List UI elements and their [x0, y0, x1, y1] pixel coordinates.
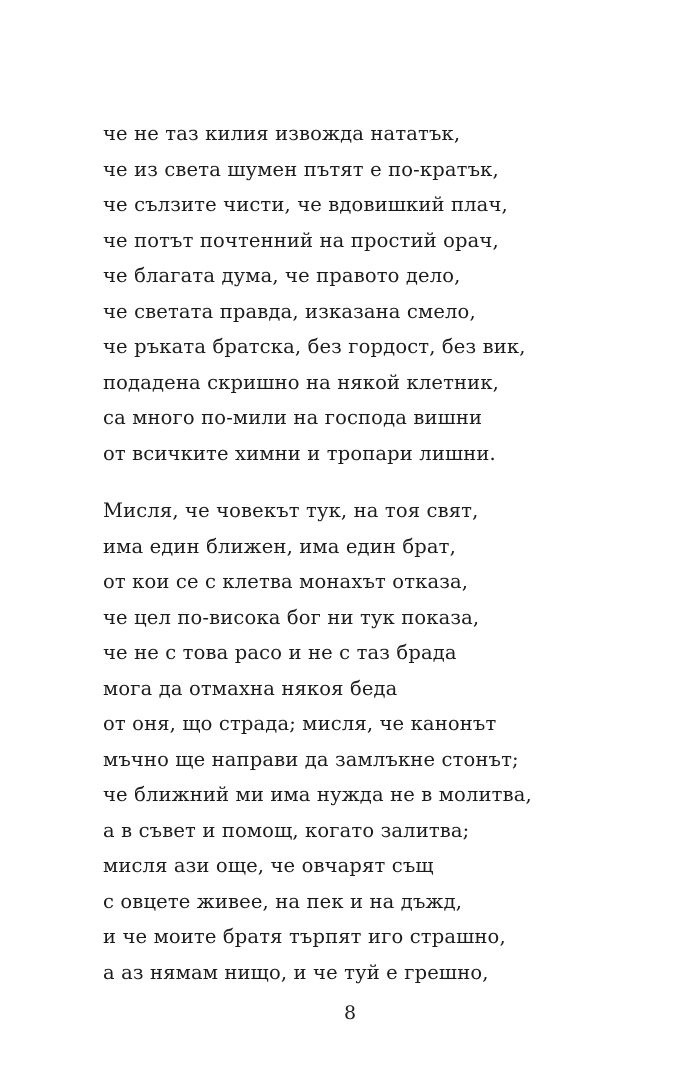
verse-line: от кои се с клетва монахът отказа, [103, 570, 469, 593]
verse-line: от всичките химни и тропари лишни. [103, 441, 496, 465]
verse-line: че цел по-висока бог ни тук показа, [103, 605, 480, 629]
verse-line: че потът почтенний на простий орач, [103, 228, 499, 252]
verse-line: с овцете живее, на пек и на дъжд, [103, 889, 463, 913]
verse-line: а аз нямам нищо, и че туй е грешно, [103, 960, 489, 984]
page-number: 8 [343, 1002, 357, 1024]
verse-line: че из света шумен пътят е по-кратък, [103, 157, 499, 181]
verse-line: че ближний ми има нужда не в молитва, [103, 783, 532, 806]
verse-line: а в съвет и помощ, когато залитва; [103, 818, 470, 842]
verse-line: че сълзите чисти, че вдовишкий плач, [103, 193, 508, 216]
verse-line: Мисля, че човекът тук, на тоя свят, [103, 499, 479, 522]
verse-line: че не таз килия извожда нататък, [103, 122, 461, 145]
stanza-1 [103, 116, 663, 471]
stanza-2 [103, 493, 663, 990]
verse-line: че ръката братска, без гордост, без вик, [103, 335, 526, 358]
verse-line: са много по-мили на господа вишни [103, 406, 483, 429]
verse-line: подадена скришно на някой клетник, [103, 370, 500, 394]
verse-line: че не с това расо и не с таз брада [103, 641, 457, 664]
verse-line: че светата правда, изказана смело, [103, 299, 476, 323]
verse-line: от оня, що страда; мисля, че канонът [103, 712, 497, 735]
verse-line: мога да отмахна някоя беда [103, 676, 398, 700]
verse-line: мисля ази още, че овчарят същ [103, 854, 434, 877]
verse-line: и че моите братя търпят иго страшно, [103, 925, 506, 948]
verse-line: мъчно ще направи да замлъкне стонът; [103, 747, 519, 771]
verse-line: че благата дума, че правото дело, [103, 264, 461, 287]
verse-line: има един ближен, има един брат, [103, 534, 456, 558]
